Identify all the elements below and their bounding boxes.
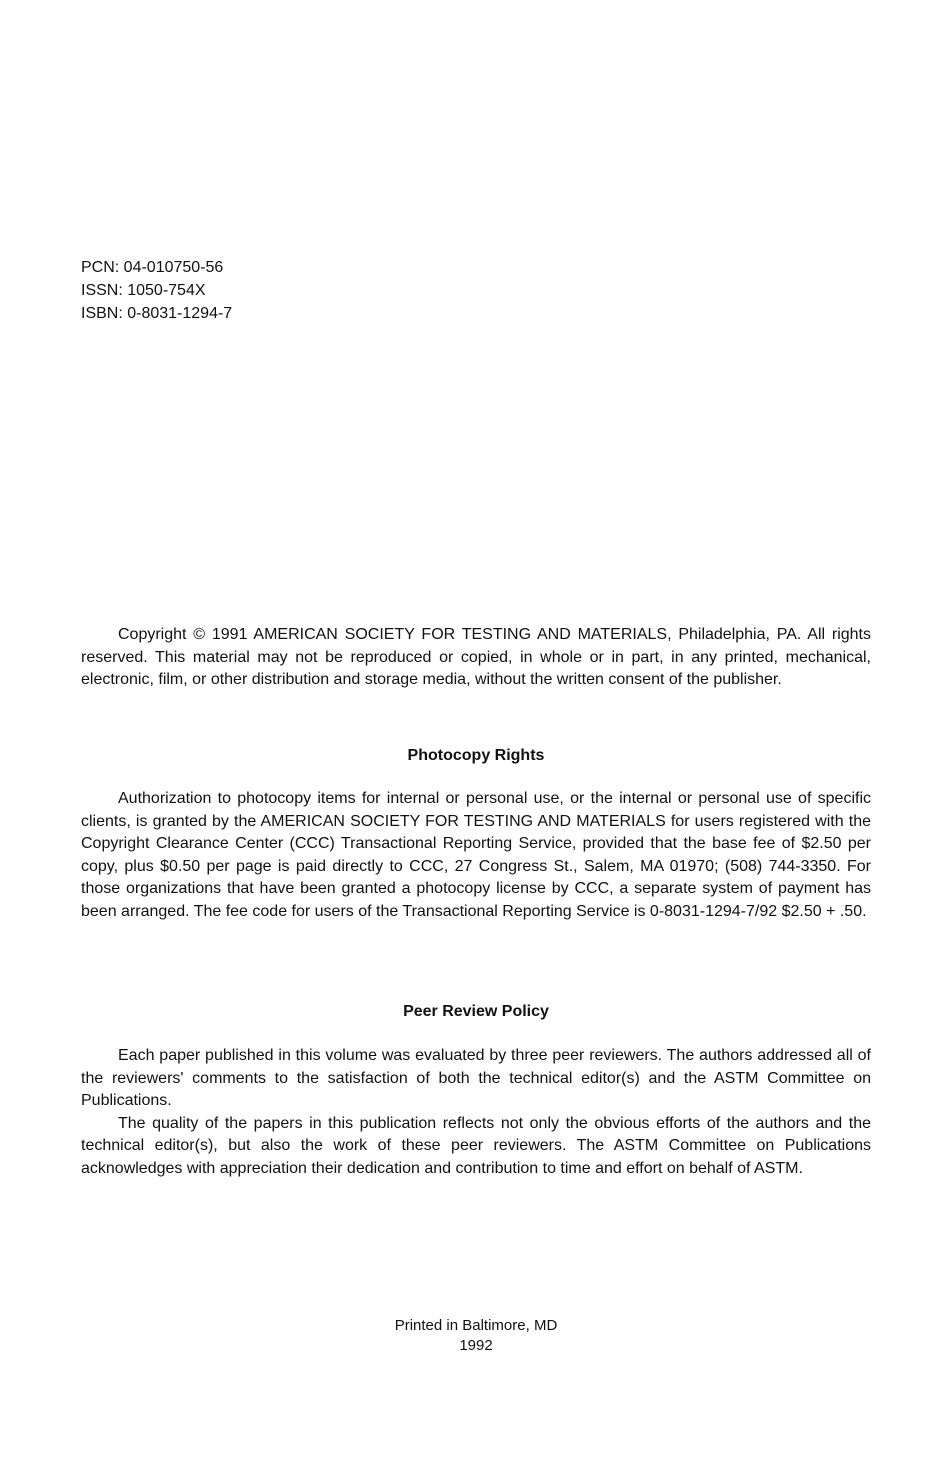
printed-year: 1992 — [459, 1337, 493, 1354]
isbn-number: ISBN: 0-8031-1294-7 — [81, 305, 233, 322]
peer-review-paragraph-1: Each paper published in this volume was evaluated by three peer reviewers. The authors addressed all of the reviewers' comments to the satisfaction of both the technical editor(s) and the ASTM Committee on Publications. — [81, 1047, 871, 1109]
pcn-number: PCN: 04-010750-56 — [81, 259, 224, 276]
photocopy-rights-text: Authorization to photocopy items for internal or personal use, or the internal or personal use of specific clients, is granted by the AMERICAN SOCIETY FOR TESTING AND MATERIALS for users registered with the Copyright Clearance Center (CCC) Transactional Reporting Service, provided that the base fee of $2.50 per copy, plus $0.50 per page is paid directly to CCC, 27 Congress St., Salem, MA 01970; (508) 744-3350. For those organizations that have been granted a photocopy license by CCC, a separate system of payment has been arranged. The fee code for users of the Transactional Reporting Service is 0-8031-1294-7/92 $2.50 + .50. — [81, 790, 871, 920]
photocopy-rights-section — [81, 788, 871, 923]
printed-location: Printed in Baltimore, MD — [394, 1317, 558, 1334]
imprint — [81, 1316, 871, 1356]
copyright-text: Copyright © 1991 AMERICAN SOCIETY FOR TESTING AND MATERIALS, Philadelphia, PA. All rights reserved. This material may not be reproduced or copied, in whole or in part, in any printed, mechanical, electronic, film, or other distribution and storage media, without the written consent of the publisher. — [81, 626, 871, 688]
peer-review-heading: Peer Review Policy — [403, 1003, 549, 1020]
photocopy-rights-heading: Photocopy Rights — [407, 747, 545, 764]
issn-number: ISSN: 1050-754X — [81, 282, 206, 299]
peer-review-section — [81, 1045, 871, 1180]
identifiers — [81, 256, 232, 325]
copyright-notice — [81, 624, 871, 692]
peer-review-paragraph-2: The quality of the papers in this publication reflects not only the obvious efforts of the authors and the technical editor(s), but also the work of these peer reviewers. The ASTM Committee on Publications acknowledges with appreciation their dedication and contribution to time and effort on behalf of ASTM. — [81, 1114, 871, 1177]
